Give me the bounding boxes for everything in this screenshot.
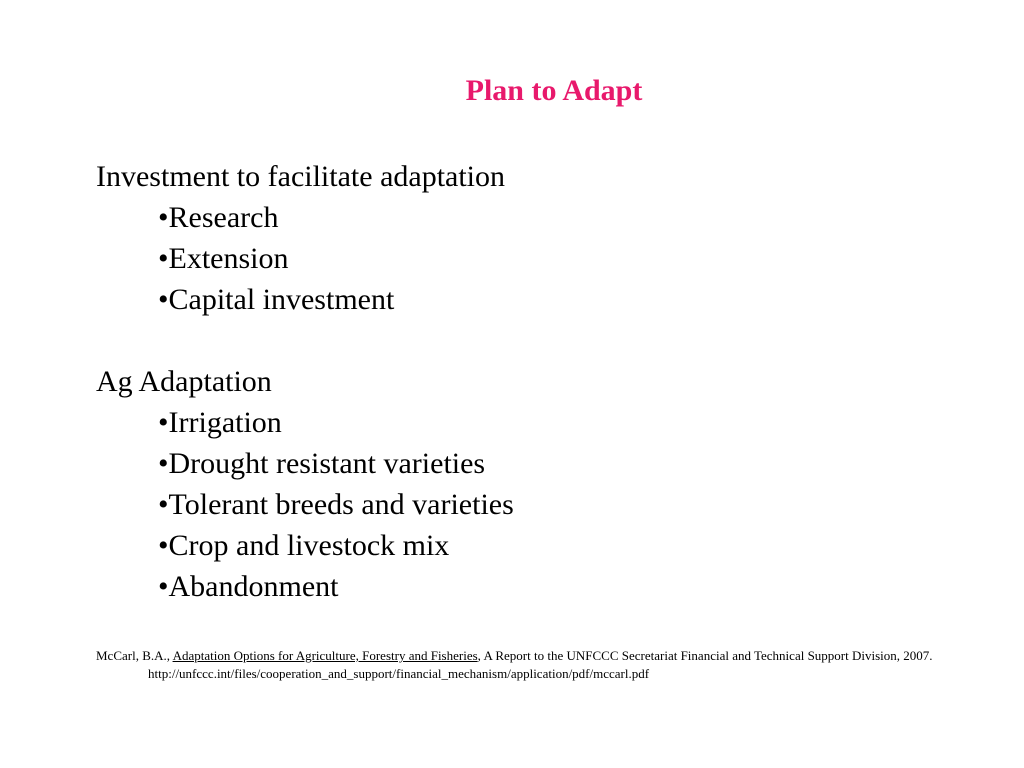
slide-title: Plan to Adapt	[465, 74, 643, 107]
ag-adaptation-bullet-list	[96, 402, 514, 607]
citation-authors: McCarl, B.A.,	[96, 648, 173, 663]
investment-bullet-list	[96, 197, 505, 320]
section-heading: Investment to facilitate adaptation	[96, 160, 506, 193]
bullet-item: • Research	[158, 197, 505, 238]
bullet-item: • Abandonment	[158, 566, 514, 607]
bullet-item: • Crop and livestock mix	[158, 525, 514, 566]
section-heading: Ag Adaptation	[96, 365, 272, 398]
bullet-item: • Drought resistant varieties	[158, 443, 514, 484]
bullet-item: • Extension	[158, 238, 505, 279]
bullet-item: • Tolerant breeds and varieties	[158, 484, 514, 525]
ag-adaptation-section	[96, 361, 514, 607]
bullet-item: • Irrigation	[158, 402, 514, 443]
investment-section	[96, 156, 505, 320]
citation-details: , A Report to the UNFCCC Secretariat Financial and Technical Support Division, 2007. http://unfccc.int/files/cooperation_and_support/financial_mechanism/application/pdf/mccarl.pdf	[148, 648, 933, 681]
citation	[96, 647, 993, 683]
bullet-item: • Capital investment	[158, 279, 505, 320]
citation-work-title: Adaptation Options for Agriculture, Forestry and Fisheries	[172, 648, 478, 663]
